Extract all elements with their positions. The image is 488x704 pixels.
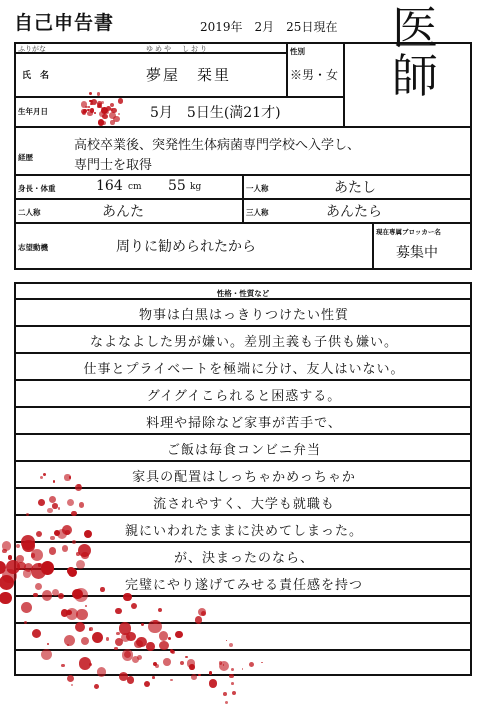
blood-drop <box>97 92 100 95</box>
blood-drop <box>97 667 106 676</box>
blood-drop <box>41 561 55 575</box>
divider <box>14 126 472 128</box>
blood-drop <box>76 609 88 621</box>
blood-drop <box>97 103 101 107</box>
blood-drop <box>49 547 56 554</box>
row-divider <box>14 298 472 300</box>
blood-drop <box>231 682 234 685</box>
blood-drop <box>2 541 11 550</box>
blood-drop <box>0 592 12 605</box>
blood-drop <box>209 671 212 674</box>
first-person-value: あたし <box>334 180 376 196</box>
weight-unit: kg <box>190 182 202 192</box>
trait-line: ご飯は毎食コンビニ弁当 <box>166 443 321 458</box>
blood-drop <box>16 555 23 562</box>
occupation-title: 医師 <box>392 1 438 103</box>
blood-drop <box>127 676 135 684</box>
row-divider <box>14 352 472 354</box>
third-person-value: あんたら <box>326 204 382 220</box>
blood-drop <box>134 640 142 648</box>
blood-drop <box>81 637 89 645</box>
blood-drop <box>41 649 52 660</box>
blood-drop <box>223 664 224 665</box>
blood-drop <box>175 631 182 638</box>
trait-line: 料理や掃除など家事が苦手で、 <box>146 416 342 431</box>
personality-header: 性格・性質など <box>216 289 270 298</box>
gender-value: ※男・女 <box>290 68 339 82</box>
row-divider <box>14 460 472 462</box>
blood-drop <box>229 674 234 679</box>
blood-drop <box>83 109 87 113</box>
blood-drop <box>118 98 124 104</box>
row-divider <box>14 325 472 327</box>
blood-drop <box>209 679 217 687</box>
blood-drop <box>115 608 122 615</box>
divider <box>14 222 472 224</box>
height-unit: cm <box>128 182 142 192</box>
blood-drop <box>223 692 227 696</box>
trait-line: グイグイこられると困惑する。 <box>146 389 342 404</box>
birth-value: 5月 5日生(満21才) <box>150 105 281 121</box>
motive-label: 志望動機 <box>18 243 48 252</box>
blood-drop <box>163 658 170 665</box>
blood-drop <box>21 602 32 613</box>
blood-drop <box>61 664 64 667</box>
row-divider <box>14 514 472 516</box>
blood-drop <box>170 649 174 653</box>
first-person-label: 一人称 <box>246 184 269 193</box>
blocker-label: 現在専属ブロッカー名 <box>376 228 441 236</box>
blood-drop <box>159 641 168 650</box>
row-divider <box>14 487 472 489</box>
blood-drop <box>89 627 93 631</box>
blood-drop <box>26 513 29 516</box>
blood-drop <box>191 674 197 680</box>
form-date: 2019年 2月 25日現在 <box>200 20 338 34</box>
blood-drop <box>42 590 52 600</box>
furigana-value: ゆめや しおり <box>146 45 209 53</box>
trait-line: が、決まったのなら、 <box>173 551 314 566</box>
blood-drop <box>114 647 117 650</box>
blood-drop <box>49 496 56 503</box>
row-divider <box>14 541 472 543</box>
blood-drop <box>170 679 173 682</box>
blood-drop <box>92 632 103 643</box>
blood-drop <box>67 675 75 683</box>
history-line-1: 高校卒業後、突発性生体病菌専門学校へ入学し、 <box>74 138 361 153</box>
weight-value: 55 <box>168 178 186 194</box>
trait-line: 流されやすく、大学も就職も <box>153 497 335 512</box>
trait-line: 完璧にやり遂げてみせる責任感を持つ <box>124 578 363 593</box>
divider <box>242 174 244 222</box>
blood-drop <box>113 116 119 122</box>
row-divider <box>14 649 472 651</box>
name-label: 氏 名 <box>22 71 50 81</box>
blood-drop <box>101 101 104 104</box>
blood-drop <box>100 587 104 591</box>
row-divider <box>14 379 472 381</box>
blood-drop <box>84 530 92 538</box>
trait-line: なよなよした男が嫌い。差別主義も子供も嫌い。 <box>89 335 398 350</box>
blood-drop <box>62 545 68 551</box>
blood-drop <box>219 661 222 664</box>
trait-line: 親にいわれたままに決めてしまった。 <box>124 524 363 539</box>
blood-drop <box>36 531 42 537</box>
divider <box>343 42 345 126</box>
divider <box>286 42 288 96</box>
height-weight-label: 身長・体重 <box>18 184 56 193</box>
blood-drop <box>189 664 194 669</box>
row-divider <box>14 406 472 408</box>
blood-drop <box>72 540 76 544</box>
history-label: 経歴 <box>18 153 33 162</box>
name-value: 夢屋 栞里 <box>146 66 232 84</box>
blood-drop <box>58 593 64 599</box>
blood-drop <box>81 101 87 107</box>
blood-drop <box>47 508 53 514</box>
blood-drop <box>71 684 73 686</box>
row-divider <box>14 433 472 435</box>
motive-value: 周りに勧められたから <box>116 239 256 255</box>
blood-drop <box>33 593 38 598</box>
blood-drop <box>52 503 57 508</box>
second-person-value: あんた <box>102 204 144 220</box>
blocker-value: 募集中 <box>396 245 438 261</box>
blood-drop <box>38 499 45 506</box>
trait-line: 家具の配置はしっちゃかめっちゃか <box>132 470 356 485</box>
blood-drop <box>232 691 236 695</box>
blood-drop <box>72 589 83 600</box>
divider <box>372 222 374 270</box>
blood-drop <box>231 668 234 671</box>
blood-drop <box>98 122 100 124</box>
blood-drop <box>79 502 84 507</box>
blood-drop <box>58 507 61 510</box>
blood-drop <box>54 530 60 536</box>
blood-drop <box>144 681 150 687</box>
blood-drop <box>94 684 99 689</box>
gender-label: 性別 <box>290 47 305 56</box>
history-line-2: 専門士を取得 <box>74 158 153 173</box>
blood-drop <box>104 112 106 114</box>
blood-drop <box>64 474 70 480</box>
furigana-label: ふりがな <box>18 45 46 53</box>
form-title: 自己申告書 <box>14 12 115 34</box>
blood-drop <box>24 621 27 624</box>
blood-drop <box>67 644 69 646</box>
blood-drop <box>0 575 14 590</box>
trait-line: 物事は白黒はっきりつけたい性質 <box>138 308 349 323</box>
blood-drop <box>67 499 74 506</box>
height-value: 164 <box>96 178 123 194</box>
second-person-label: 二人称 <box>18 208 41 217</box>
blood-drop <box>81 552 88 559</box>
blood-drop <box>118 113 120 115</box>
blood-drop <box>67 567 75 575</box>
blood-drop <box>146 642 154 650</box>
blood-drop <box>152 676 155 679</box>
blood-drop <box>71 511 77 517</box>
divider <box>14 96 344 98</box>
blood-drop <box>198 674 200 676</box>
blood-drop <box>159 631 168 640</box>
third-person-label: 三人称 <box>246 208 269 217</box>
blood-drop <box>126 632 135 641</box>
trait-line: 仕事とプライベートを極端に分け、友人はいない。 <box>83 362 405 377</box>
blood-drop <box>50 536 54 540</box>
blood-drop <box>115 638 123 646</box>
blood-drop <box>65 530 69 534</box>
blood-drop <box>32 629 41 638</box>
birth-label: 生年月日 <box>18 107 48 116</box>
